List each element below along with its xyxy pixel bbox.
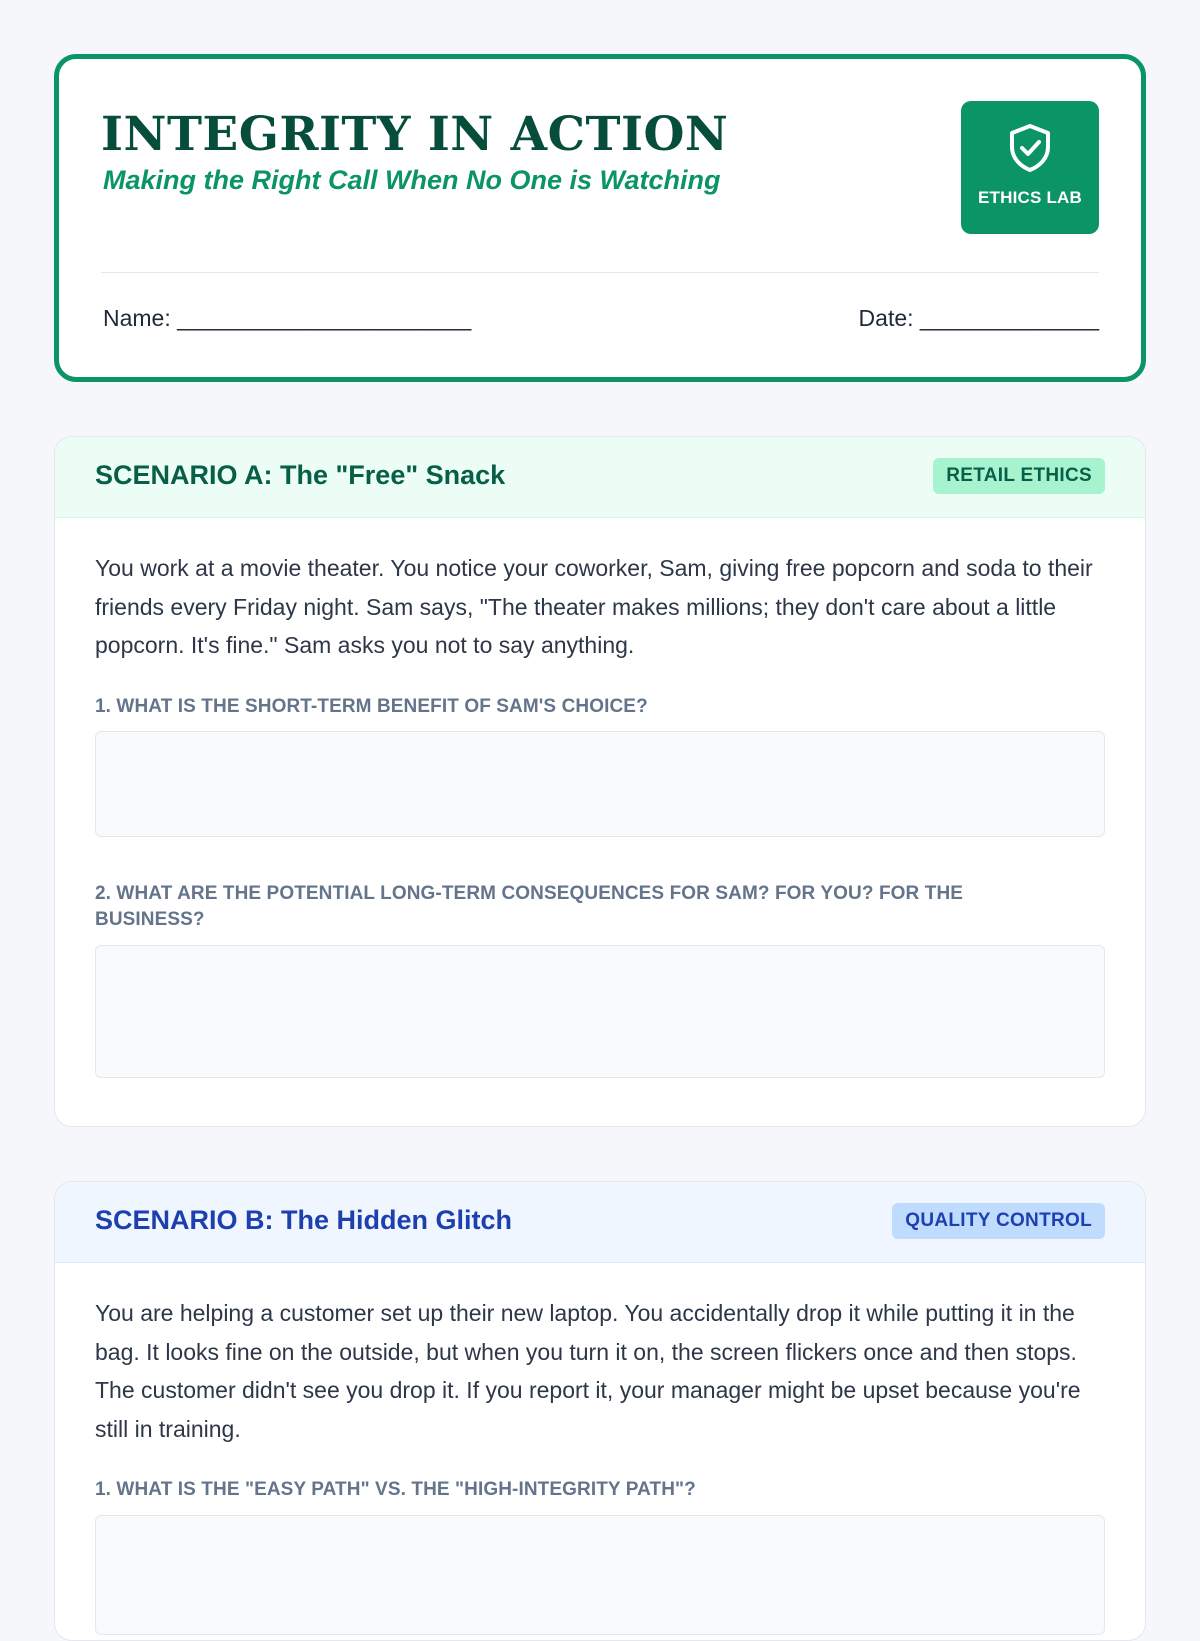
scenario-b-answer-1[interactable] [95,1515,1105,1635]
page-title: INTEGRITY IN ACTION [101,107,729,162]
scenario-b-title: SCENARIO B: The Hidden Glitch [95,1205,513,1235]
scenario-b-card [54,1181,1146,1641]
scenario-a-tag: RETAIL ETHICS [933,458,1105,494]
scenario-a-title: SCENARIO A: The "Free" Snack [95,460,506,490]
scenario-b-tag: QUALITY CONTROL [892,1203,1105,1239]
scenario-a-question-1: 1. WHAT IS THE SHORT-TERM BENEFIT OF SAM'S CHOICE? [95,696,648,717]
badge-label: ETHICS LAB [978,188,1082,207]
scenario-b-story: You are helping a customer set up their new laptop. You accidentally drop it while putting it in the bag. It looks fine on the outside, but when you turn it on, the screen flickers once and then stops. The customer didn't see you drop it. If you report it, your manager might be upset because you're still in training. [95,1300,1081,1442]
name-field[interactable]: Name: _______________________ [103,305,472,331]
scenario-b-header [55,1182,1145,1263]
scenario-a-header [55,437,1145,518]
scenario-a-answer-1[interactable] [95,731,1105,837]
page-subtitle: Making the Right Call When No One is Watching [103,165,721,195]
scenario-a-card [54,436,1146,1127]
scenario-a-story: You work at a movie theater. You notice your coworker, Sam, giving free popcorn and soda to their friends every Friday night. Sam says, "The theater makes millions; they don't care about a little popcorn. It's fine." Sam asks you not to say anything. [95,555,1093,658]
header-divider [101,272,1099,273]
scenario-b-question-1: 1. WHAT IS THE "EASY PATH" VS. THE "HIGH-INTEGRITY PATH"? [95,1479,696,1500]
scenario-a-answer-2[interactable] [95,945,1105,1078]
ethics-lab-badge [961,101,1099,234]
scenario-a-question-2: 2. WHAT ARE THE POTENTIAL LONG-TERM CONSEQUENCES FOR SAM? FOR YOU? FOR THE BUSINESS? [95,883,964,930]
worksheet-header [54,54,1146,382]
shield-check-icon [1008,123,1052,173]
date-field[interactable]: Date: ______________ [858,305,1099,331]
